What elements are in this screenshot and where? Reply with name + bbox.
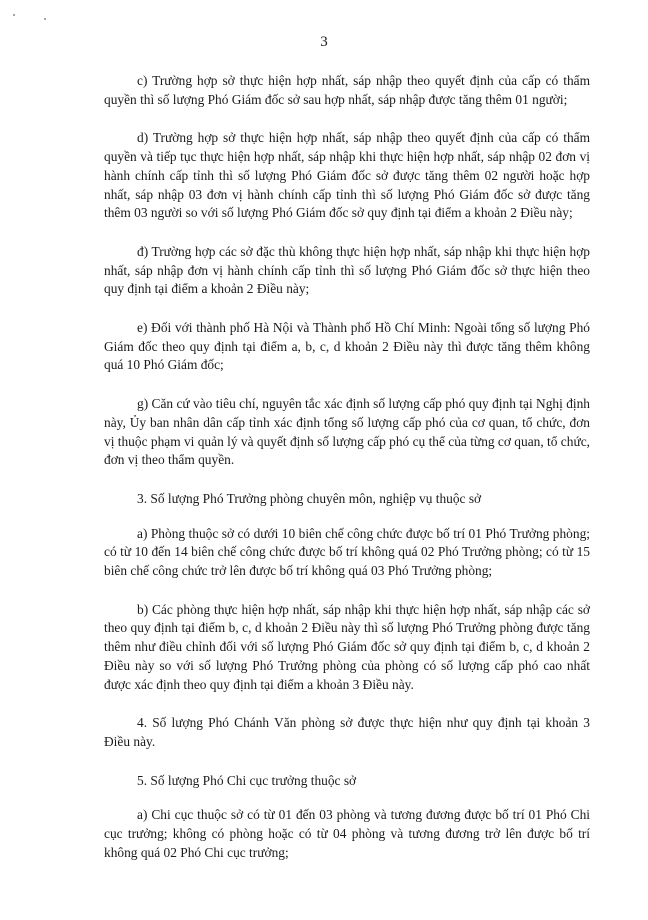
paragraph-point-g: g) Căn cứ vào tiêu chí, nguyên tắc xác định số lượng cấp phó quy định tại Nghị định này, Ủy ban nhân dân cấp tỉnh xác định tổng số lượng cấp phó của cơ quan, tổ chức, đơn vị thuộc phạm vi quản lý và quyết định số lượng cấp phó cụ thể của từng cơ quan, tổ chức, đơn vị theo thẩm quyền.	[104, 396, 590, 468]
paragraph-point-dd: đ) Trường hợp các sở đặc thù không thực hiện hợp nhất, sáp nhập khi thực hiện hợp nhất, sáp nhập đơn vị hành chính cấp tỉnh thì số lượng Phó Giám đốc sở thực hiện theo quy định tại điểm a khoản 2 Điều này;	[104, 243, 590, 297]
section-4: 4. Số lượng Phó Chánh Văn phòng sở được thực hiện như quy định tại khoản 3 Điều này.	[104, 715, 590, 749]
page-number: 3	[320, 34, 328, 50]
scan-speck	[13, 14, 15, 16]
paragraph-3b: b) Các phòng thực hiện hợp nhất, sáp nhập khi thực hiện hợp nhất, sáp nhập các sở theo quy định tại điểm b, c, d khoản 2 Điều này thì số lượng Phó Trưởng phòng được tăng thêm như điều chỉnh đối với số lượng Phó Giám đốc sở quy định tại điểm b, c, d khoản 2 Điều này so với số lượng Phó Trưởng phòng của phòng có số lượng cấp phó cao nhất được xác định theo quy định tại điểm a khoản 3 Điều này.	[104, 601, 590, 692]
section-3-heading: 3. Số lượng Phó Trưởng phòng chuyên môn, nghiệp vụ thuộc sở	[137, 490, 482, 506]
document-body	[104, 72, 590, 863]
paragraph-point-e: e) Đối với thành phố Hà Nội và Thành phố Hồ Chí Minh: Ngoài tổng số lượng Phó Giám đốc theo quy định tại điểm a, b, c, d khoản 2 Điều này thì được tăng thêm không quá 10 Phó Giám đốc;	[104, 320, 590, 373]
scan-speck	[44, 18, 46, 20]
paragraph-point-c: c) Trường hợp sở thực hiện hợp nhất, sáp nhập theo quyết định của cấp có thẩm quyền thì số lượng Phó Giám đốc sở sau hợp nhất, sáp nhập được tăng thêm 01 người;	[104, 73, 590, 107]
paragraph-3a: a) Phòng thuộc sở có dưới 10 biên chế công chức được bố trí 01 Phó Trưởng phòng; có từ 10 đến 14 biên chế công chức được bố trí không quá 02 Phó Trưởng phòng; có từ 15 biên chế công chức trở lên được bố trí không quá 03 Phó Trưởng phòng;	[104, 525, 590, 579]
paragraph-5a: a) Chi cục thuộc sở có từ 01 đến 03 phòng và tương đương được bố trí 01 Phó Chi cục trưởng; không có phòng hoặc có từ 04 phòng và tương đương trở lên được bố trí không quá 02 Phó Chi cục trưởng;	[104, 807, 590, 860]
paragraph-point-d: d) Trường hợp sở thực hiện hợp nhất, sáp nhập theo quyết định của cấp có thẩm quyền và tiếp tục thực hiện hợp nhất, sáp nhập khi thực hiện hợp nhất, sáp nhập 02 đơn vị hành chính cấp tỉnh thì số lượng Phó Giám đốc sở được tăng thêm 02 người hoặc hợp nhất, sáp nhập 03 đơn vị hành chính cấp tỉnh thì số lượng Phó Giám đốc sở được tăng thêm 03 người so với số lượng Phó Giám đốc sở quy định tại điểm a khoản 2 Điều này;	[104, 130, 590, 221]
section-5-heading: 5. Số lượng Phó Chi cục trưởng thuộc sở	[137, 772, 357, 788]
